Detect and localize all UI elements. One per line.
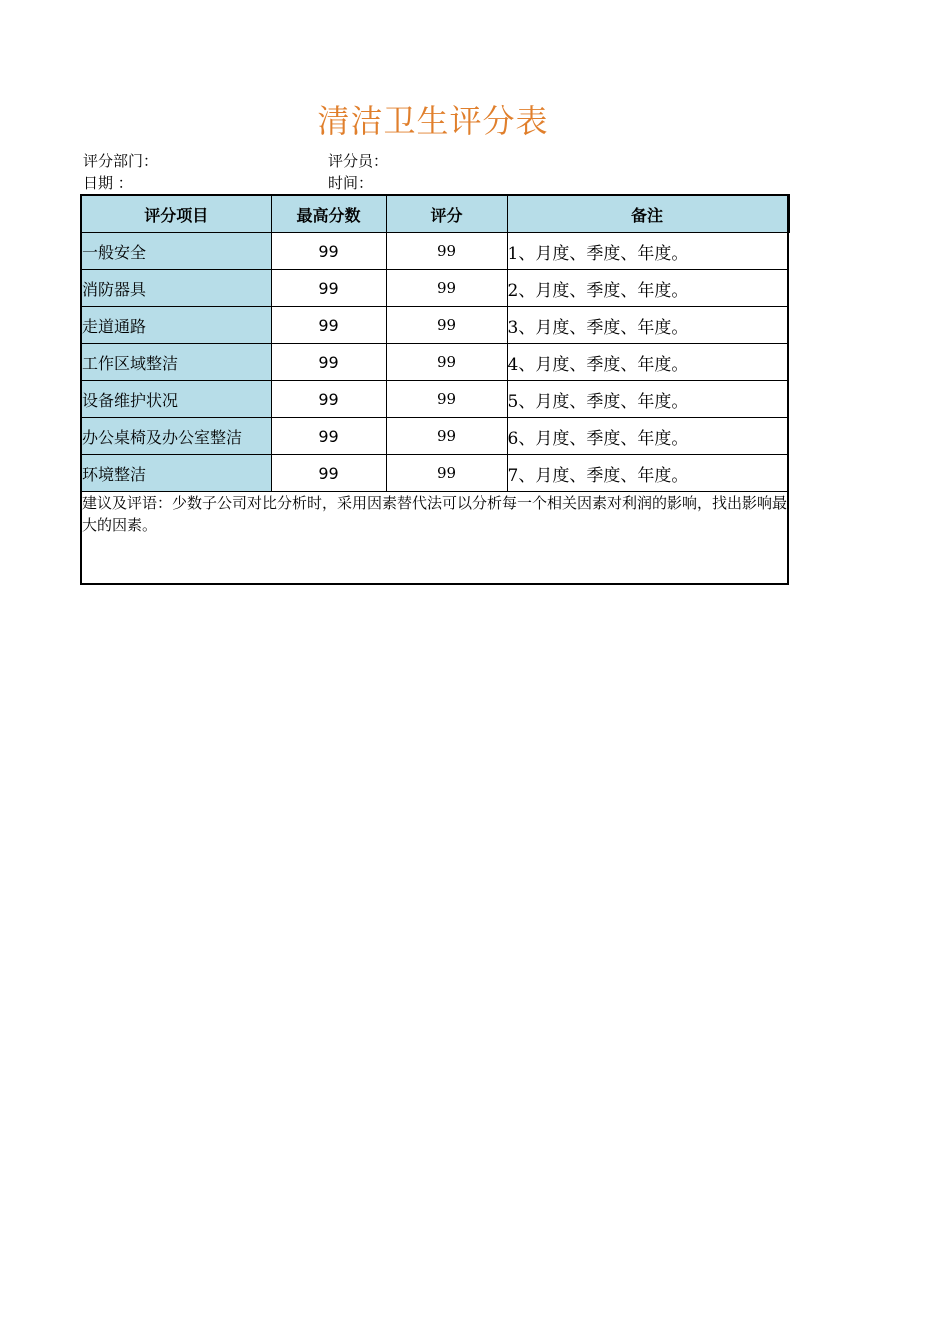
row-score[interactable]: 99: [386, 307, 507, 344]
row-max-score[interactable]: 99: [271, 418, 386, 455]
table-row: [81, 418, 788, 455]
row-score[interactable]: 99: [386, 344, 507, 381]
row-max-score[interactable]: 99: [271, 381, 386, 418]
row-note[interactable]: 2、月度、季度、年度。: [507, 270, 788, 307]
row-item[interactable]: 办公桌椅及办公室整洁: [81, 418, 271, 455]
row-score[interactable]: 99: [386, 270, 507, 307]
row-note[interactable]: 4、月度、季度、年度。: [507, 344, 788, 381]
row-item[interactable]: 工作区域整洁: [81, 344, 271, 381]
time-label: 时间：: [328, 174, 374, 192]
row-max-score[interactable]: 99: [271, 233, 386, 270]
row-max-score[interactable]: 99: [271, 307, 386, 344]
row-score[interactable]: 99: [386, 381, 507, 418]
page-title: 清洁卫生评分表: [317, 102, 549, 140]
header-max-score: 最高分数: [271, 195, 386, 233]
table-header-row: [81, 195, 788, 233]
header-note: 备注: [507, 195, 788, 233]
table-row: [81, 233, 788, 270]
comment-cell[interactable]: 建议及评语：少数子公司对比分析时，采用因素替代法可以分析每一个相关因素对利润的影响，找出影响最大的因素。: [81, 492, 788, 585]
date-label: 日期 ：: [83, 174, 133, 192]
table-row: [81, 270, 788, 307]
row-score[interactable]: 99: [386, 233, 507, 270]
row-item[interactable]: 一般安全: [81, 233, 271, 270]
table-row: [81, 381, 788, 418]
row-note[interactable]: 5、月度、季度、年度。: [507, 381, 788, 418]
row-item[interactable]: 走道通路: [81, 307, 271, 344]
row-note[interactable]: 1、月度、季度、年度。: [507, 233, 788, 270]
row-item[interactable]: 设备维护状况: [81, 381, 271, 418]
row-item[interactable]: 环境整洁: [81, 455, 271, 492]
row-score[interactable]: 99: [386, 418, 507, 455]
row-item[interactable]: 消防器具: [81, 270, 271, 307]
row-note[interactable]: 3、月度、季度、年度。: [507, 307, 788, 344]
header-item: 评分项目: [81, 195, 271, 233]
row-score[interactable]: 99: [386, 455, 507, 492]
comment-row: [81, 492, 788, 585]
table-row: [81, 455, 788, 492]
table-row: [81, 307, 788, 344]
table-row: [81, 344, 788, 381]
score-table: [80, 194, 790, 585]
row-max-score[interactable]: 99: [271, 455, 386, 492]
rater-label: 评分员：: [328, 152, 389, 170]
header-score: 评分: [386, 195, 507, 233]
row-max-score[interactable]: 99: [271, 270, 386, 307]
row-note[interactable]: 7、月度、季度、年度。: [507, 455, 788, 492]
row-max-score[interactable]: 99: [271, 344, 386, 381]
department-label: 评分部门：: [83, 152, 159, 170]
row-note[interactable]: 6、月度、季度、年度。: [507, 418, 788, 455]
